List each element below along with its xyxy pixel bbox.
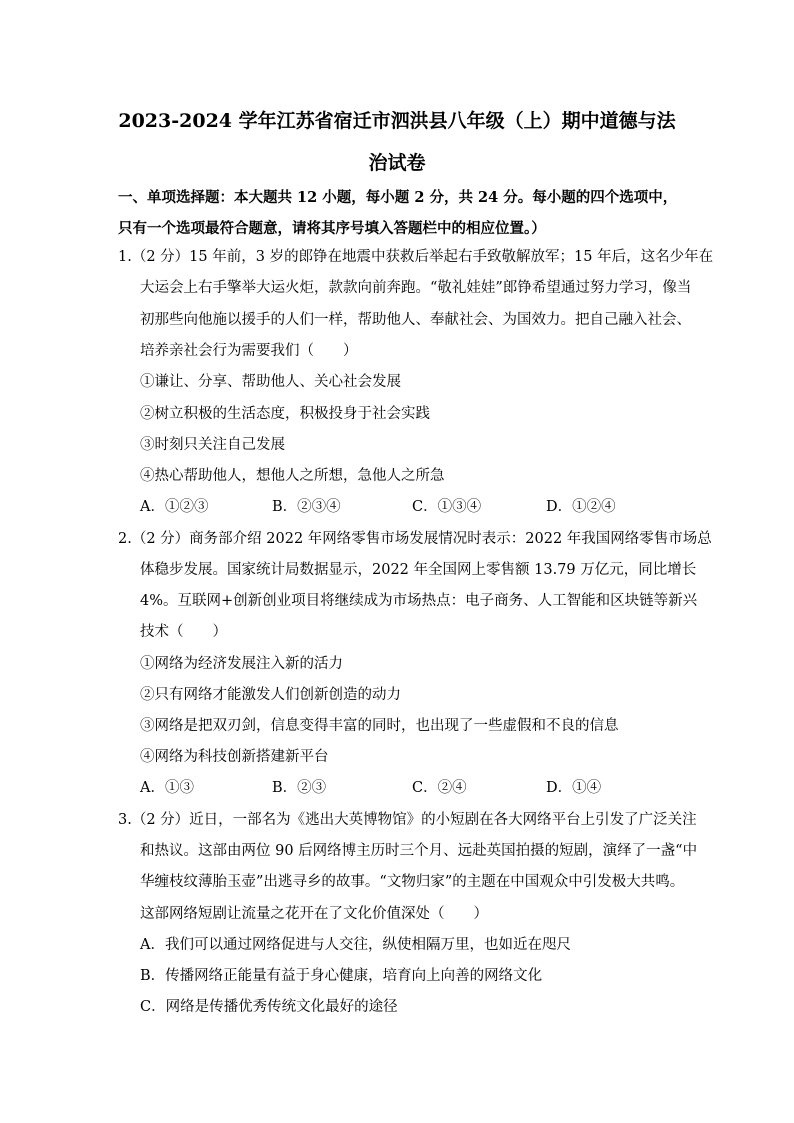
- section-instructions: 一、单项选择题：本大题共 12 小题，每小题 2 分，共 24 分。每小题的四个选项中，只有一个选项最符合题意，请将其序号填入答题栏中的相应位置。）: [118, 189, 678, 237]
- q2-stem-line: 2.（2 分）商务部介绍 2022 年网络零售市场发展情况时表示：2022 年我国网络零售市场总: [118, 531, 712, 547]
- q2-option-b[interactable]: B．②③: [272, 780, 327, 796]
- q1-option-c[interactable]: C．①③④: [412, 499, 482, 515]
- q2-stem-line: 4%。互联网+创新创业项目将继续成为市场热点：电子商务、人工智能和区块链等新兴: [140, 593, 698, 609]
- q1-statement: ④热心帮助他人，想他人之所想，急他人之所急: [140, 468, 445, 484]
- q3-option-c[interactable]: C．网络是传播优秀传统文化最好的途径: [140, 999, 398, 1015]
- exam-title-continued: 治试卷: [368, 152, 426, 174]
- q1-statement: ②树立积极的生活态度，积极投身于社会实践: [140, 406, 430, 422]
- q1-stem-line: 培养亲社会行为需要我们（ ）: [140, 343, 358, 359]
- q2-option-c[interactable]: C．②④: [412, 780, 467, 796]
- q1-stem-line: 1.（2 分）15 年前，3 岁的郎铮在地震中获救后举起右手致敬解放军；15 年后，这名少年在: [118, 249, 714, 265]
- q2-statement: ②只有网络才能激发人们创新创造的动力: [140, 687, 401, 703]
- q1-option-d[interactable]: D．①②④: [546, 499, 616, 515]
- q2-stem-line: 技术（ ）: [140, 624, 227, 640]
- q2-stem-line: 体稳步发展。国家统计局数据显示，2022 年全国网上零售额 13.79 万亿元，同比增长: [140, 562, 697, 578]
- q1-stem-line: 初那些向他施以援手的人们一样，帮助他人、奉献社会、为国效力。把自己融入社会、: [140, 312, 691, 328]
- q3-stem-line: 华缠枝纹薄胎玉壶”出逃寻乡的故事。“文物归家”的主题在中国观众中引发极大共鸣。: [140, 874, 685, 890]
- q1-stem-line: 大运会上右手擎举大运火炬，款款向前奔跑。“敬礼娃娃”郎铮希望通过努力学习，像当: [140, 280, 692, 296]
- q2-option-d[interactable]: D．①④: [546, 780, 602, 796]
- q3-option-b[interactable]: B．传播网络正能量有益于身心健康，培育向上向善的网络文化: [140, 968, 543, 984]
- q1-option-a[interactable]: A．①②③: [140, 499, 209, 515]
- q3-stem-line: 3.（2 分）近日，一部名为《逃出大英博物馆》的小短剧在各大网络平台上引发了广泛关注: [118, 812, 697, 828]
- q2-option-a[interactable]: A．①③: [140, 780, 194, 796]
- q3-stem-line: 这部网络短剧让流量之花开在了文化价值深处（ ）: [140, 906, 488, 922]
- exam-title: 2023-2024 学年江苏省宿迁市泗洪县八年级（上）期中道德与法: [118, 110, 676, 132]
- q1-statement: ③时刻只关注自己发展: [140, 437, 285, 453]
- q3-option-a[interactable]: A．我们可以通过网络促进与人交往，纵使相隔万里，也如近在咫尺: [140, 937, 571, 953]
- q3-stem-line: 和热议。这部由两位 90 后网络博主历时三个月、远赴英国拍摄的短剧，演绎了一盏“中: [140, 843, 698, 859]
- q1-option-b[interactable]: B．②③④: [272, 499, 341, 515]
- q1-statement: ①谦让、分享、帮助他人、关心社会发展: [140, 374, 401, 390]
- q2-statement: ④网络为科技创新搭建新平台: [140, 749, 329, 765]
- q2-statement: ①网络为经济发展注入新的活力: [140, 656, 343, 672]
- q2-statement: ③网络是把双刃剑，信息变得丰富的同时，也出现了一些虚假和不良的信息: [140, 718, 619, 734]
